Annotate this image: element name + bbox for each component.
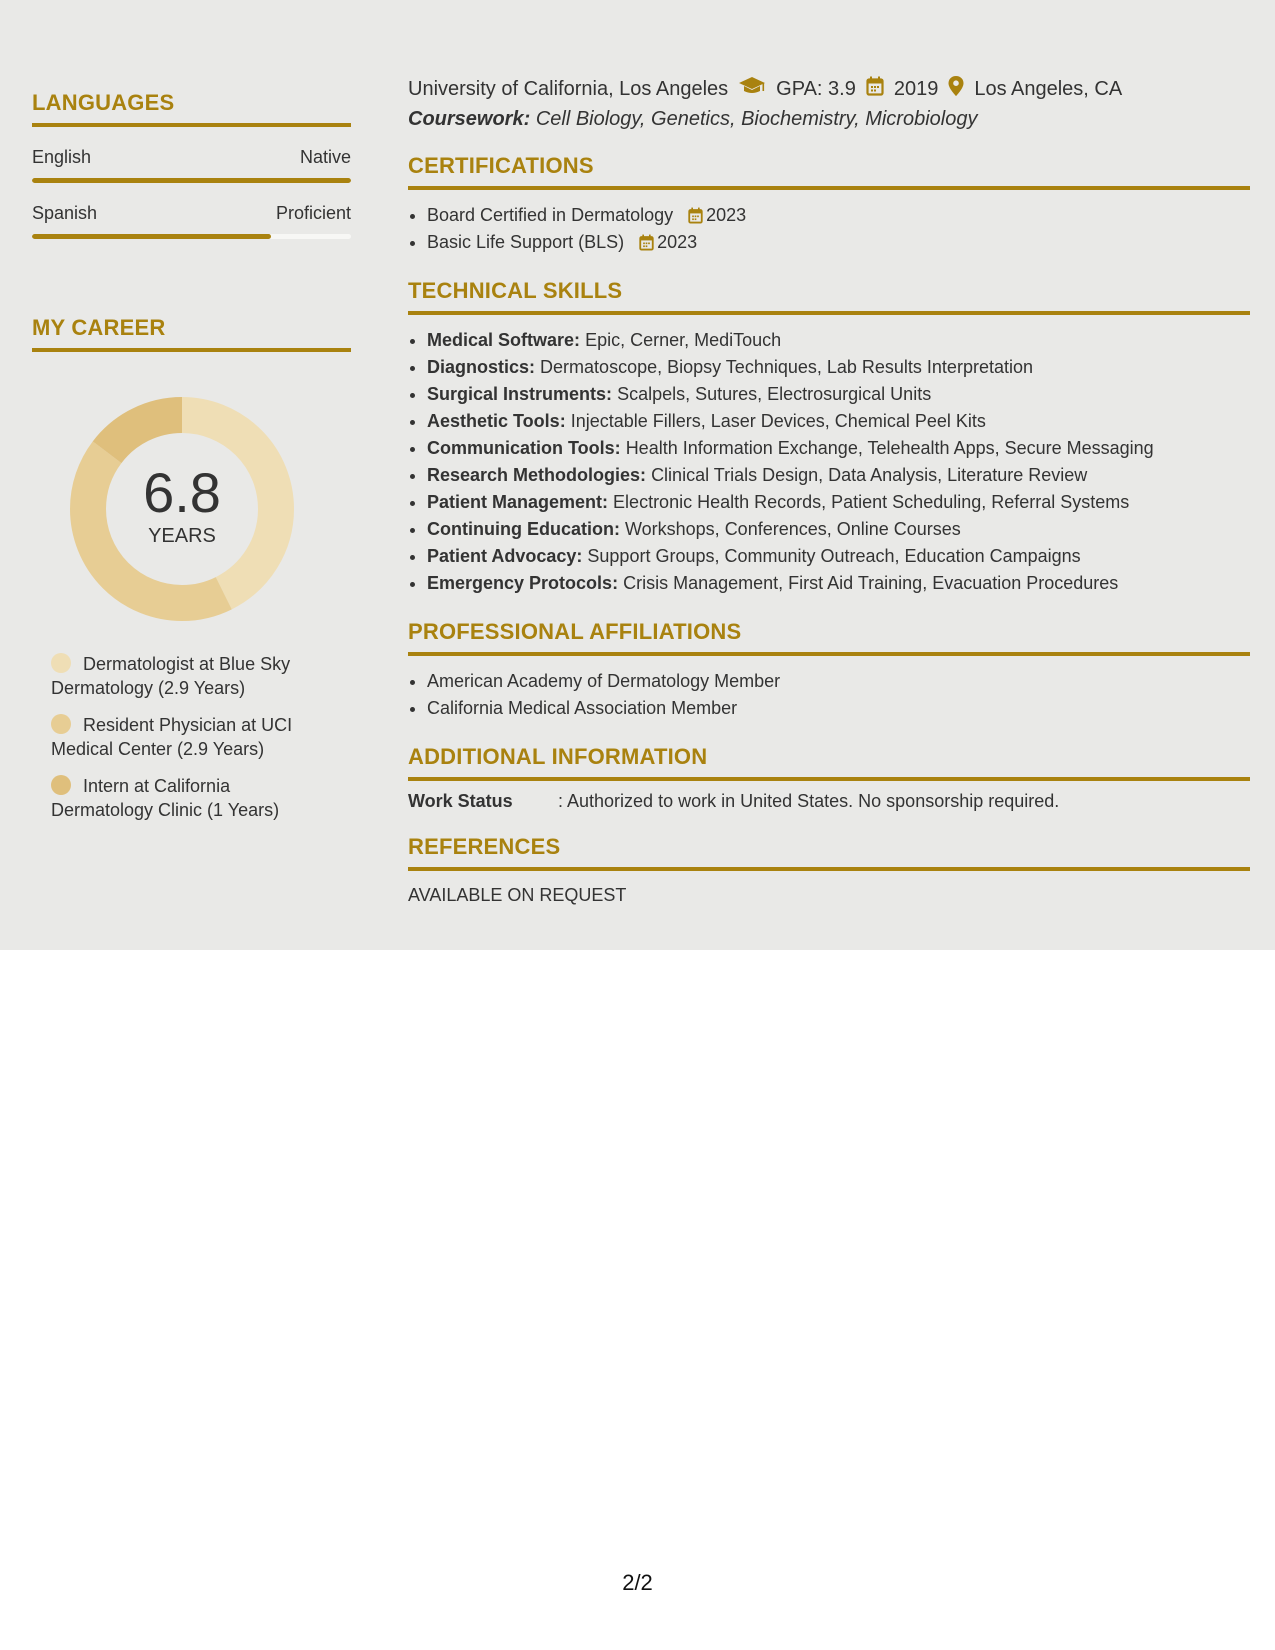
certification-item (427, 229, 1250, 256)
references-section (408, 834, 1250, 906)
technical-skills-heading: TECHNICAL SKILLS (408, 278, 1250, 315)
career-heading: MY CAREER (32, 315, 351, 352)
skill-label: Aesthetic Tools: (427, 411, 566, 431)
graduation-cap-icon (738, 76, 766, 102)
language-proficiency-fill (32, 234, 271, 239)
skill-item (427, 354, 1250, 381)
right-column (408, 76, 1250, 906)
language-level: Native (299, 147, 351, 167)
skill-label: Patient Management: (427, 492, 609, 512)
career-total-years: 6.8 (143, 460, 221, 524)
coursework-line (408, 108, 1250, 131)
legend-dot-icon (51, 653, 71, 673)
legend-dot-icon (51, 714, 71, 734)
coursework-label: Coursework: (408, 108, 531, 130)
career-donut-chart (67, 394, 297, 624)
additional-info-section (408, 744, 1250, 812)
location-pin-icon (948, 76, 964, 102)
skill-item (427, 489, 1250, 516)
school-name: University of California, Los Angeles (408, 77, 729, 100)
language-level: Proficient (275, 203, 351, 223)
education-gpa: GPA: 3.9 (776, 77, 856, 100)
legend-dot-icon (51, 775, 71, 795)
career-legend-item (51, 652, 331, 700)
calendar-icon (639, 234, 654, 251)
skill-value: Support Groups, Community Outreach, Education Campaigns (587, 546, 1081, 566)
career-section (32, 315, 351, 822)
references-text: AVAILABLE ON REQUEST (408, 885, 627, 905)
certification-date (639, 232, 697, 252)
certification-name: Basic Life Support (BLS) (427, 232, 625, 252)
certifications-list (408, 202, 1250, 256)
career-total-unit: YEARS (148, 524, 216, 547)
skill-item (427, 462, 1250, 489)
affiliation-item: • American Academy of Dermatology Member (427, 668, 1250, 695)
skill-item (427, 516, 1250, 543)
technical-skills-list (408, 327, 1250, 597)
skill-value: Clinical Trials Design, Data Analysis, Literature Review (651, 465, 1088, 485)
skill-label: Continuing Education: (427, 519, 620, 539)
skill-value: Workshops, Conferences, Online Courses (624, 519, 961, 539)
calendar-icon (688, 207, 703, 224)
skill-label: Patient Advocacy: (427, 546, 583, 566)
skill-item (427, 435, 1250, 462)
education-line (408, 76, 1250, 102)
certifications-heading: CERTIFICATIONS (408, 153, 1250, 190)
certification-year: 2023 (706, 205, 747, 225)
career-legend (51, 652, 331, 822)
skill-value: Scalpels, Sutures, Electrosurgical Units (617, 384, 932, 404)
skill-value: Dermatoscope, Biopsy Techniques, Lab Results Interpretation (540, 357, 1033, 377)
language-item-english (32, 147, 351, 183)
skill-label: Communication Tools: (427, 438, 621, 458)
language-item-spanish (32, 203, 351, 239)
education-year: 2019 (893, 77, 939, 100)
affiliations-section (408, 619, 1250, 722)
language-proficiency-fill (32, 178, 351, 183)
certification-name: Board Certified in Dermatology (427, 205, 674, 225)
skill-value: Electronic Health Records, Patient Scheduling, Referral Systems (613, 492, 1130, 512)
skill-value: Epic, Cerner, MediTouch (585, 330, 782, 350)
work-status-label: Work Status (408, 791, 513, 811)
work-status-value: : Authorized to work in United States. No sponsorship required. (558, 791, 1060, 811)
additional-info-heading: ADDITIONAL INFORMATION (408, 744, 1250, 781)
certification-year: 2023 (657, 232, 698, 252)
affiliation-item: • California Medical Association Member (427, 695, 1250, 722)
certification-item (427, 202, 1250, 229)
languages-heading: LANGUAGES (32, 90, 351, 127)
skill-label: Surgical Instruments: (427, 384, 613, 404)
skill-label: Research Methodologies: (427, 465, 647, 485)
page-number: 2/2 (622, 1570, 653, 1595)
skill-label: Emergency Protocols: (427, 573, 619, 593)
affiliations-heading: PROFESSIONAL AFFILIATIONS (408, 619, 1250, 656)
education-location: Los Angeles, CA (974, 77, 1123, 100)
coursework-list: Cell Biology, Genetics, Biochemistry, Microbiology (535, 108, 978, 130)
language-name: English (32, 147, 92, 167)
language-proficiency-bar (32, 178, 351, 183)
career-legend-label: Dermatologist at Blue Sky Dermatology (2.9 Years) (51, 654, 291, 698)
career-legend-label: Intern at California Dermatology Clinic (1 Years) (51, 776, 280, 820)
technical-skills-section (408, 278, 1250, 597)
career-legend-item (51, 713, 331, 761)
skill-item (427, 408, 1250, 435)
certifications-section (408, 153, 1250, 256)
certification-date (688, 205, 746, 225)
career-legend-label: Resident Physician at UCI Medical Center (2.9 Years) (51, 715, 293, 759)
skill-value: Crisis Management, First Aid Training, Evacuation Procedures (623, 573, 1119, 593)
donut-center-label (67, 394, 297, 624)
skill-item (427, 543, 1250, 570)
skill-item (427, 381, 1250, 408)
skill-item (427, 570, 1250, 597)
language-name: Spanish (32, 203, 98, 223)
skill-label: Diagnostics: (427, 357, 536, 377)
work-status-row (408, 791, 1250, 812)
skill-value: Health Information Exchange, Telehealth Apps, Secure Messaging (625, 438, 1154, 458)
skill-value: Injectable Fillers, Laser Devices, Chemical Peel Kits (570, 411, 986, 431)
references-heading: REFERENCES (408, 834, 1250, 871)
skill-label: Medical Software: (427, 330, 581, 350)
left-column (32, 90, 351, 835)
career-legend-item (51, 774, 331, 822)
calendar-icon (866, 76, 884, 102)
skill-item (427, 327, 1250, 354)
affiliations-list (408, 668, 1250, 722)
language-proficiency-bar (32, 234, 351, 239)
